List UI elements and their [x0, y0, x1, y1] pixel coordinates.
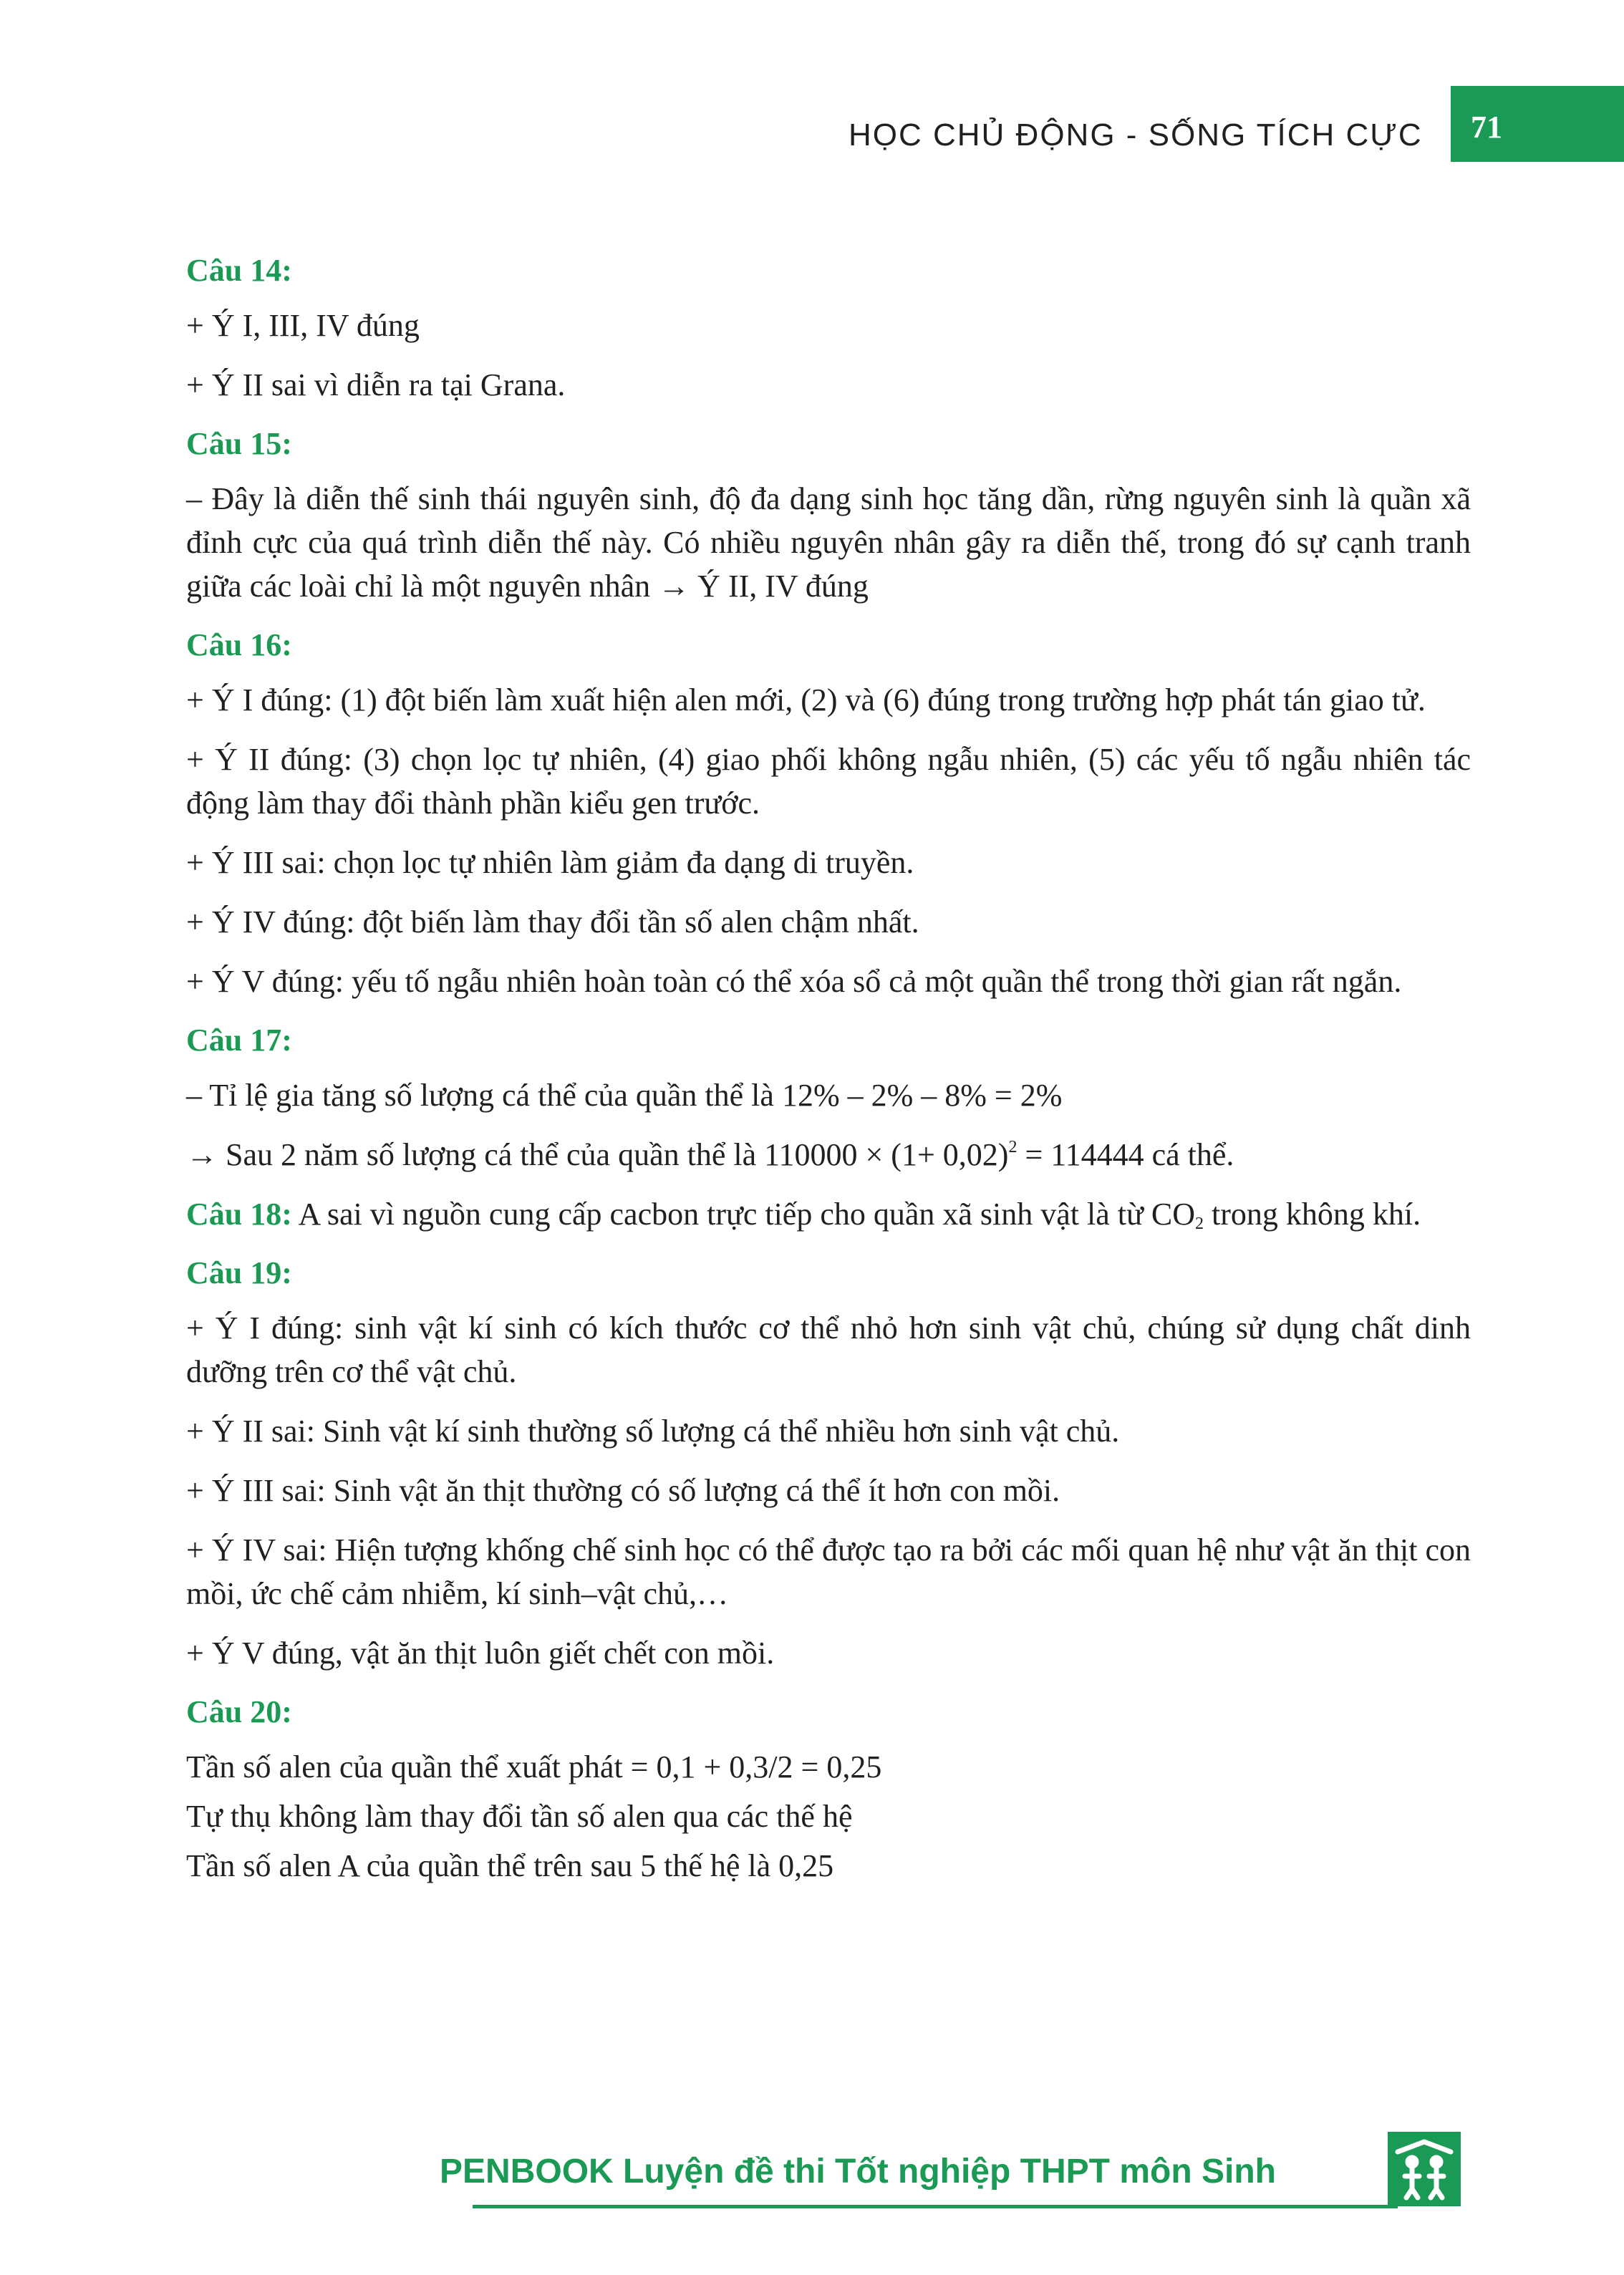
penbook-logo-icon — [1388, 2132, 1461, 2206]
question-heading: Câu 14: — [186, 253, 292, 288]
answer-line: Tần số alen A của quần thể trên sau 5 thế hệ là 0,25 — [186, 1848, 834, 1883]
question-20 — [186, 1691, 1471, 1888]
answer-line: – Đây là diễn thế sinh thái nguyên sinh, độ đa dạng sinh học tăng dần, rừng nguyên sinh là quần xã đỉnh cực của quá trình diễn thế này. Có nhiều nguyên nhân gây ra diễn thế, trong đó sự cạnh tranh giữa các loài chỉ là một nguyên nhân → Ý II, IV đúng — [186, 481, 1471, 604]
answer-text-end: trong không khí. — [1203, 1197, 1421, 1232]
answer-line: + Ý I, III, IV đúng — [186, 308, 420, 343]
question-15 — [186, 422, 1471, 608]
formula-text: → Sau 2 năm số lượng cá thể của quần thể là 110000 × (1+ 0,02) — [186, 1137, 1009, 1172]
logo-graphic — [1388, 2132, 1461, 2206]
answer-line: + Ý III sai: chọn lọc tự nhiên làm giảm đa dạng di truyền. — [186, 845, 914, 880]
subscript: 2 — [1194, 1214, 1204, 1233]
question-heading: Câu 16: — [186, 627, 292, 662]
formula-result: = 114444 cá thể. — [1017, 1137, 1234, 1172]
question-heading: Câu 19: — [186, 1255, 292, 1290]
footer-title: PENBOOK Luyện đề thi Tốt nghiệp THPT môn Sinh — [440, 2153, 1276, 2191]
question-heading: Câu 20: — [186, 1694, 292, 1729]
answer-line: + Ý IV sai: Hiện tượng khống chế sinh học có thể được tạo ra bởi các mối quan hệ như vật ăn thịt con mồi, ức chế cảm nhiễm, kí sinh–vật chủ,… — [186, 1532, 1471, 1611]
exponent: 2 — [1008, 1138, 1018, 1156]
page-number-badge — [1451, 86, 1624, 162]
running-header: HỌC CHỦ ĐỘNG - SỐNG TÍCH CỰC — [849, 117, 1423, 153]
answer-line: Tần số alen của quần thể xuất phát = 0,1 + 0,3/2 = 0,25 — [186, 1749, 882, 1784]
answer-line: + Ý IV đúng: đột biến làm thay đổi tần số alen chậm nhất. — [186, 904, 919, 940]
question-16 — [186, 624, 1471, 1003]
answer-line: Tự thụ không làm thay đổi tần số alen qua các thế hệ — [186, 1799, 853, 1834]
answer-line: + Ý II sai: Sinh vật kí sinh thường số lượng cá thể nhiều hơn sinh vật chủ. — [186, 1414, 1120, 1449]
answer-line-inline — [186, 1192, 1471, 1236]
answer-line: + Ý I đúng: (1) đột biến làm xuất hiện alen mới, (2) và (6) đúng trong trường hợp phát tán giao tử. — [186, 682, 1426, 718]
question-17 — [186, 1019, 1471, 1177]
question-heading: Câu 18: — [186, 1197, 292, 1232]
question-heading: Câu 17: — [186, 1023, 292, 1058]
answer-line: + Ý II sai vì diễn ra tại Grana. — [186, 367, 566, 402]
answer-line: + Ý III sai: Sinh vật ăn thịt thường có số lượng cá thể ít hơn con mồi. — [186, 1473, 1060, 1508]
page-number: 71 — [1471, 110, 1502, 145]
answer-content — [186, 249, 1471, 1900]
answer-line: + Ý II đúng: (3) chọn lọc tự nhiên, (4) giao phối không ngẫu nhiên, (5) các yếu tố ngẫu nhiên tác động làm thay đổi thành phần kiểu gen trước. — [186, 742, 1471, 821]
question-18 — [186, 1192, 1471, 1236]
question-19 — [186, 1252, 1471, 1675]
answer-text: A sai vì nguồn cung cấp cacbon trực tiếp cho quần xã sinh vật là từ CO — [291, 1197, 1195, 1232]
answer-line: – Tỉ lệ gia tăng số lượng cá thể của quần thể là 12% – 2% – 8% = 2% — [186, 1078, 1063, 1113]
answer-line-formula — [186, 1133, 1471, 1177]
question-heading: Câu 15: — [186, 426, 292, 461]
footer-divider — [473, 2205, 1398, 2208]
answer-line: + Ý V đúng, vật ăn thịt luôn giết chết con mồi. — [186, 1636, 775, 1671]
question-14 — [186, 249, 1471, 407]
answer-line: + Ý V đúng: yếu tố ngẫu nhiên hoàn toàn có thể xóa sổ cả một quần thể trong thời gian rất ngắn. — [186, 964, 1402, 999]
answer-line: + Ý I đúng: sinh vật kí sinh có kích thước cơ thể nhỏ hơn sinh vật chủ, chúng sử dụng chất dinh dưỡng trên cơ thể vật chủ. — [186, 1310, 1471, 1389]
